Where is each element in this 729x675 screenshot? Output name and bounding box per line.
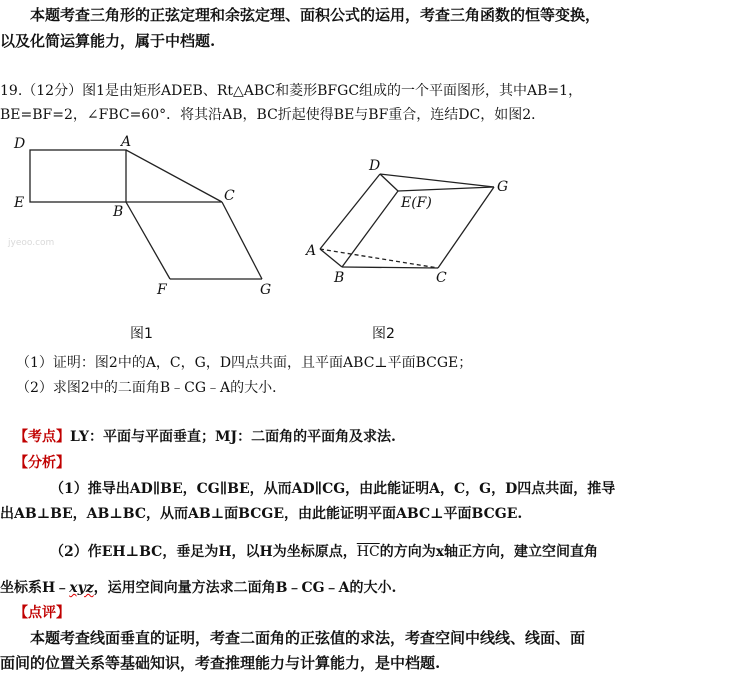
fenxi-p2-line2 (0, 577, 396, 597)
fenxi-p2-line2-a: 坐标系H﹣ (0, 580, 70, 596)
fenxi-p1-line2: 出AB⊥BE，AB⊥BC，从而AB⊥面BCGE，由此能证明平面ABC⊥平面BCGE. (0, 506, 523, 522)
dianping-line1: 本题考查线面垂直的证明，考查二面角的正弦值的求法，考查空间中线线、线面、面 (0, 629, 586, 647)
edge-bc (342, 267, 438, 268)
dianping-line2: 面间的位置关系等基础知识，考查推理能力与计算能力，是中档题. (0, 654, 441, 672)
problem-line2: BE=BF=2，∠FBC=60°．将其沿AB，BC折起使得BE与BF重合，连结DC，如图2． (0, 107, 546, 123)
prev-comment-line2: 以及化简运算能力，属于中档题. (0, 32, 216, 50)
edge-dg (380, 174, 494, 187)
edge-da (320, 174, 380, 249)
question-1: （1）证明：图2中的A，C，G，D四点共面，且平面ABC⊥平面BCGE； (16, 355, 473, 371)
fenxi-p2-line1-a: （2）作EH⊥BC，垂足为H，以H为坐标原点， (50, 544, 357, 560)
label-b: B (113, 204, 124, 220)
figure-2-caption: 图2 (372, 326, 395, 342)
label-d: D (369, 158, 381, 174)
edge-ab (320, 249, 342, 267)
kaodian-text: LY：平面与平面垂直；MJ：二面角的平面角及求法. (70, 429, 396, 445)
fenxi-p2-line2-b: ，运用空间向量方法求二面角B﹣CG﹣A的大小. (93, 580, 397, 596)
kaodian-row (14, 426, 396, 446)
edge-gc (438, 187, 494, 268)
label-d: D (14, 136, 26, 152)
fenxi-p2-line1 (50, 541, 598, 561)
fenxi-p2-line1-b: 的方向为x轴正方向，建立空间直角 (379, 544, 599, 560)
label-ef: E(F) (401, 195, 432, 211)
label-f: F (157, 282, 167, 298)
edge-bf (126, 202, 170, 279)
problem-line1: 19.（12分）图1是由矩形ADEB、Rt△ABC和菱形BFGC组成的一个平面图形，其中AB=1， (0, 83, 583, 99)
kaodian-tag: 【考点】 (14, 429, 70, 445)
label-g: G (497, 179, 509, 195)
vector-hc: $\overline{HC}$ (356, 544, 380, 560)
coord-system-xyz: xyz (69, 580, 94, 596)
label-g: G (260, 282, 272, 298)
figure-1 (0, 130, 300, 345)
label-a: A (121, 134, 132, 150)
question-2: （2）求图2中的二面角B﹣CG﹣A的大小． (16, 380, 287, 396)
label-b: B (334, 270, 345, 286)
label-e: E (14, 195, 25, 211)
fenxi-p1-line1: （1）推导出AD∥BE，CG∥BE，从而AD∥CG，由此能证明A，C，G，D四点共面，推导 (50, 481, 616, 497)
label-c: C (224, 188, 235, 204)
label-a: A (306, 243, 317, 259)
figure-1-caption: 图1 (130, 326, 153, 342)
label-c: C (436, 270, 447, 286)
rect-adeb (30, 150, 126, 202)
figure-2 (300, 150, 530, 345)
edge-eg (398, 187, 494, 191)
edge-de (380, 174, 398, 191)
fenxi-tag: 【分析】 (14, 455, 70, 471)
edge-eb (342, 191, 398, 267)
prev-comment-line1: 本题考查三角形的正弦定理和余弦定理、面积公式的运用，考查三角函数的恒等变换， (0, 6, 601, 24)
dianping-tag: 【点评】 (14, 605, 70, 621)
edge-cg (222, 202, 262, 279)
edge-ac (126, 150, 222, 202)
watermark: jyeoo.com (8, 238, 55, 248)
edge-ac-hidden (320, 249, 438, 268)
